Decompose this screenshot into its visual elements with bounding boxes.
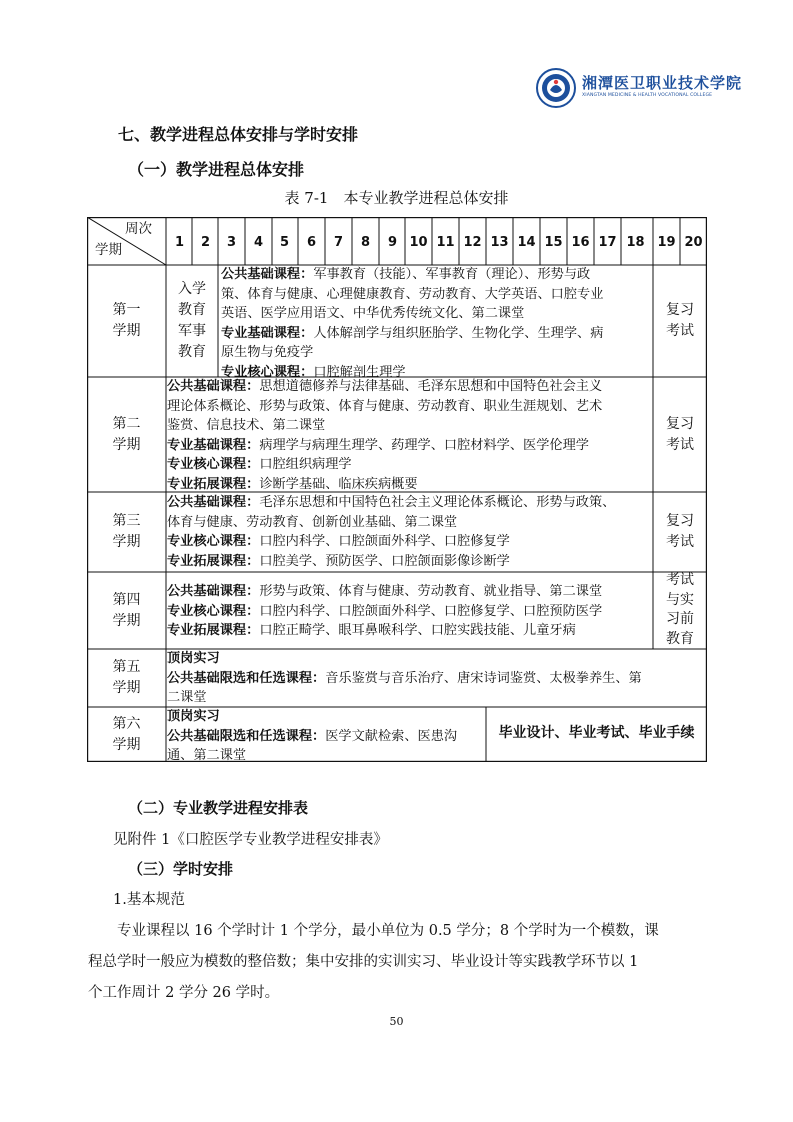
semester-5-courses: 顶岗实习 公共基础限选和任选课程：音乐鉴赏与音乐治疗、唐宋诗词鉴赏、太极拳养生、第 二课堂 — [167, 651, 642, 705]
logo-english-name: XIANGTAN MEDICINE & HEALTH VOCATIONAL COLLEGE — [582, 93, 713, 98]
attachment-reference: 见附件 1《口腔医学专业教学进程安排表》 — [113, 832, 388, 848]
entry-education-cell: 入学 教育 军事 教育 — [178, 281, 206, 360]
week-number: 14 — [517, 235, 536, 250]
schedule-table — [87, 217, 707, 762]
graduation-tasks: 毕业设计、毕业考试、毕业手续 — [498, 725, 695, 741]
semester-label: 第一 学期 — [112, 302, 141, 339]
page-number: 50 — [389, 1015, 404, 1028]
week-number: 12 — [463, 235, 482, 250]
week-number: 18 — [626, 235, 645, 250]
semester-6-courses: 顶岗实习 公共基础限选和任选课程：医学文献检索、医患沟 通、第二课堂 — [167, 709, 458, 763]
section-title: 七、教学进程总体安排与学时安排 — [118, 125, 359, 144]
week-number: 13 — [490, 235, 509, 250]
college-emblem-icon — [536, 68, 576, 108]
table-caption: 表 7-1 本专业教学进程总体安排 — [284, 189, 509, 207]
semester-label: 第六 学期 — [112, 716, 141, 753]
week-number: 1 — [174, 235, 185, 250]
corner-week-label: 周次 — [125, 221, 152, 237]
semester-note: 考试 与实 习前 教育 — [666, 572, 694, 647]
semester-note: 复习 考试 — [666, 302, 694, 339]
subsection-3-item: 1.基本规范 — [113, 892, 185, 908]
week-number: 6 — [306, 235, 317, 250]
week-number: 2 — [200, 235, 211, 250]
semester-2-courses: 公共基础课程：思想道德修养与法律基础、毛泽东思想和中国特色社会主义 理论体系概论、形势与政策、体育与健康、劳动教育、职业生涯规划、艺术 鉴赏、信息技术、第二课堂 专业基础课程：病理学与病理生理学、药理学、口腔材料学、医学伦理学 专业核心课程：口腔组织病理学 专业拓展课程：诊断学基础、临床疾病概要 — [167, 379, 603, 492]
week-number: 20 — [684, 235, 703, 250]
week-number: 17 — [598, 235, 617, 250]
week-number: 5 — [279, 235, 290, 250]
credit-hours-paragraph: 专业课程以 16 个学时计 1 个学分，最小单位为 0.5 学分；8 个学时为一个模数，课 程总学时一般应为模数的整倍数；集中安排的实训实习、毕业设计等实践教学环节以 1 个工作周计 2 学分 26 学时。 — [88, 923, 659, 1001]
week-number: 7 — [333, 235, 344, 250]
subsection-3-title: （三）学时安排 — [128, 860, 234, 878]
semester-3-courses: 公共基础课程：毛泽东思想和中国特色社会主义理论体系概论、形势与政策、 体育与健康、劳动教育、创新创业基础、第二课堂 专业核心课程：口腔内科学、口腔颌面外科学、口腔修复学 专业拓展课程：口腔美学、预防医学、口腔颌面影像诊断学 — [167, 495, 616, 569]
semester-note: 复习 考试 — [666, 416, 694, 453]
week-number: 4 — [253, 235, 264, 250]
semester-label: 第五 学期 — [112, 659, 141, 696]
semester-1-courses: 公共基础课程：军事教育（技能）、军事教育（理论）、形势与政 策、体育与健康、心理健康教育、劳动教育、大学英语、口腔专业 英语、医学应用语文、中华优秀传统文化、第二课堂 专业基础课程：人体解剖学与组织胚胎学、生物化学、生理学、病 原生物与免疫学 专业核心课程：口腔解剖生理学 — [221, 267, 604, 380]
semester-label: 第二 学期 — [112, 416, 141, 453]
semester-4-courses: 公共基础课程：形势与政策、体育与健康、劳动教育、就业指导、第二课堂 专业核心课程：口腔内科学、口腔颌面外科学、口腔修复学、口腔预防医学 专业拓展课程：口腔正畸学、眼耳鼻喉科学、口腔实践技能、儿童牙病 — [167, 584, 603, 638]
week-number: 3 — [226, 235, 237, 250]
week-number: 9 — [387, 235, 398, 250]
week-number: 10 — [409, 235, 428, 250]
week-number: 19 — [657, 235, 676, 250]
semester-label: 第四 学期 — [112, 592, 141, 629]
week-number: 11 — [436, 235, 455, 250]
week-number: 15 — [544, 235, 563, 250]
college-logo — [536, 68, 743, 112]
semester-label: 第三 学期 — [112, 513, 141, 550]
logo-chinese-name: 湘潭医卫职业技术学院 — [582, 74, 743, 92]
subsection-2-title: （二）专业教学进程安排表 — [128, 799, 309, 817]
corner-semester-label: 学期 — [95, 242, 122, 258]
week-number: 16 — [571, 235, 590, 250]
semester-note: 复习 考试 — [666, 513, 694, 550]
week-number: 8 — [360, 235, 371, 250]
subsection-1-title: （一）教学进程总体安排 — [128, 160, 305, 179]
